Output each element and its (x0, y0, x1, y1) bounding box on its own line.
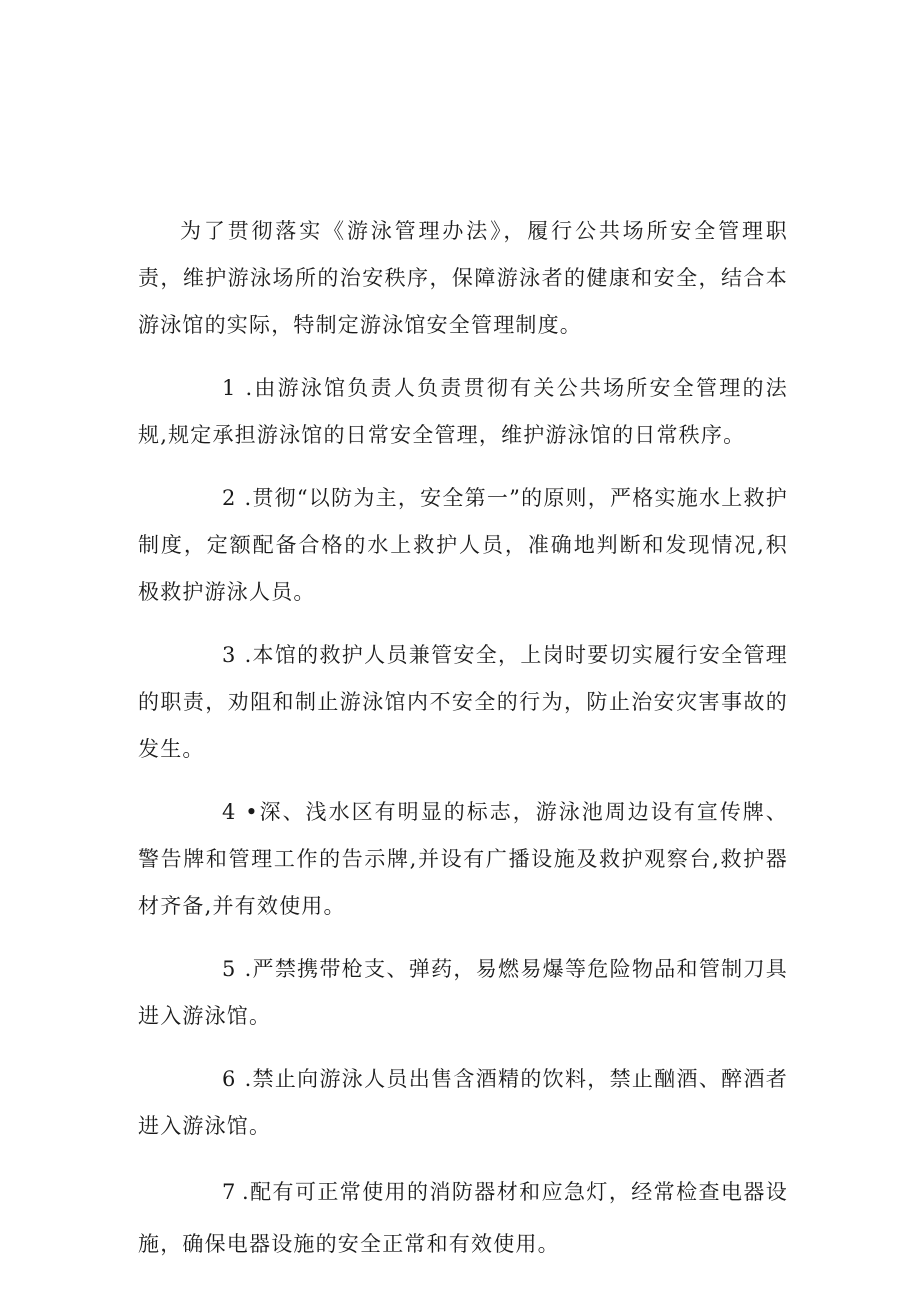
rule-paragraph-7 (138, 1166, 788, 1270)
rule-text: .贯彻“以防为主，安全第一”的原则，严格实施水上救护制度，定额配备合格的水上救护人员，准确地判断和发现情况,积极救护游泳人员。 (138, 486, 788, 604)
rule-paragraph-1 (138, 365, 788, 459)
rule-number: 1 (222, 376, 237, 400)
rule-paragraph-5 (138, 946, 788, 1040)
rule-text: .本馆的救护人员兼管安全，上岗时要切实履行安全管理的职责，劝阻和制止游泳馆内不安全的行为，防止治安灾害事故的发生。 (138, 643, 788, 761)
rule-text: •深、浅水区有明显的标志，游泳池周边设有宣传牌、警告牌和管理工作的告示牌,并设有广播设施及救护观察台,救护器材齐备,并有效使用。 (138, 800, 788, 918)
rule-number: 4 (222, 800, 237, 824)
document-body (138, 208, 788, 1286)
rule-text: .配有可正常使用的消防器材和应急灯，经常检查电器设施，确保电器设施的安全正常和有效使用。 (138, 1180, 788, 1256)
rule-paragraph-6 (138, 1056, 788, 1150)
rule-number: 3 (222, 643, 237, 667)
intro-paragraph: 为了贯彻落实《游泳管理办法》，履行公共场所安全管理职责，维护游泳场所的治安秩序，保障游泳者的健康和安全，结合本游泳馆的实际，特制定游泳馆安全管理制度。 (138, 219, 788, 337)
rule-number: 2 (222, 486, 237, 510)
rule-paragraph-3 (138, 632, 788, 773)
rule-number: 7 (222, 1180, 237, 1204)
rule-number: 6 (222, 1067, 237, 1091)
rule-paragraph-4 (138, 789, 788, 930)
rule-paragraph-2 (138, 475, 788, 616)
rule-number: 5 (222, 957, 237, 981)
rule-text: .严禁携带枪支、弹药，易燃易爆等危险物品和管制刀具进入游泳馆。 (138, 957, 788, 1028)
rule-text: .由游泳馆负责人负责贯彻有关公共场所安全管理的法规,规定承担游泳馆的日常安全管理，维护游泳馆的日常秩序。 (138, 376, 788, 447)
rule-text: .禁止向游泳人员出售含酒精的饮料，禁止酗酒、醉酒者进入游泳馆。 (138, 1067, 788, 1138)
